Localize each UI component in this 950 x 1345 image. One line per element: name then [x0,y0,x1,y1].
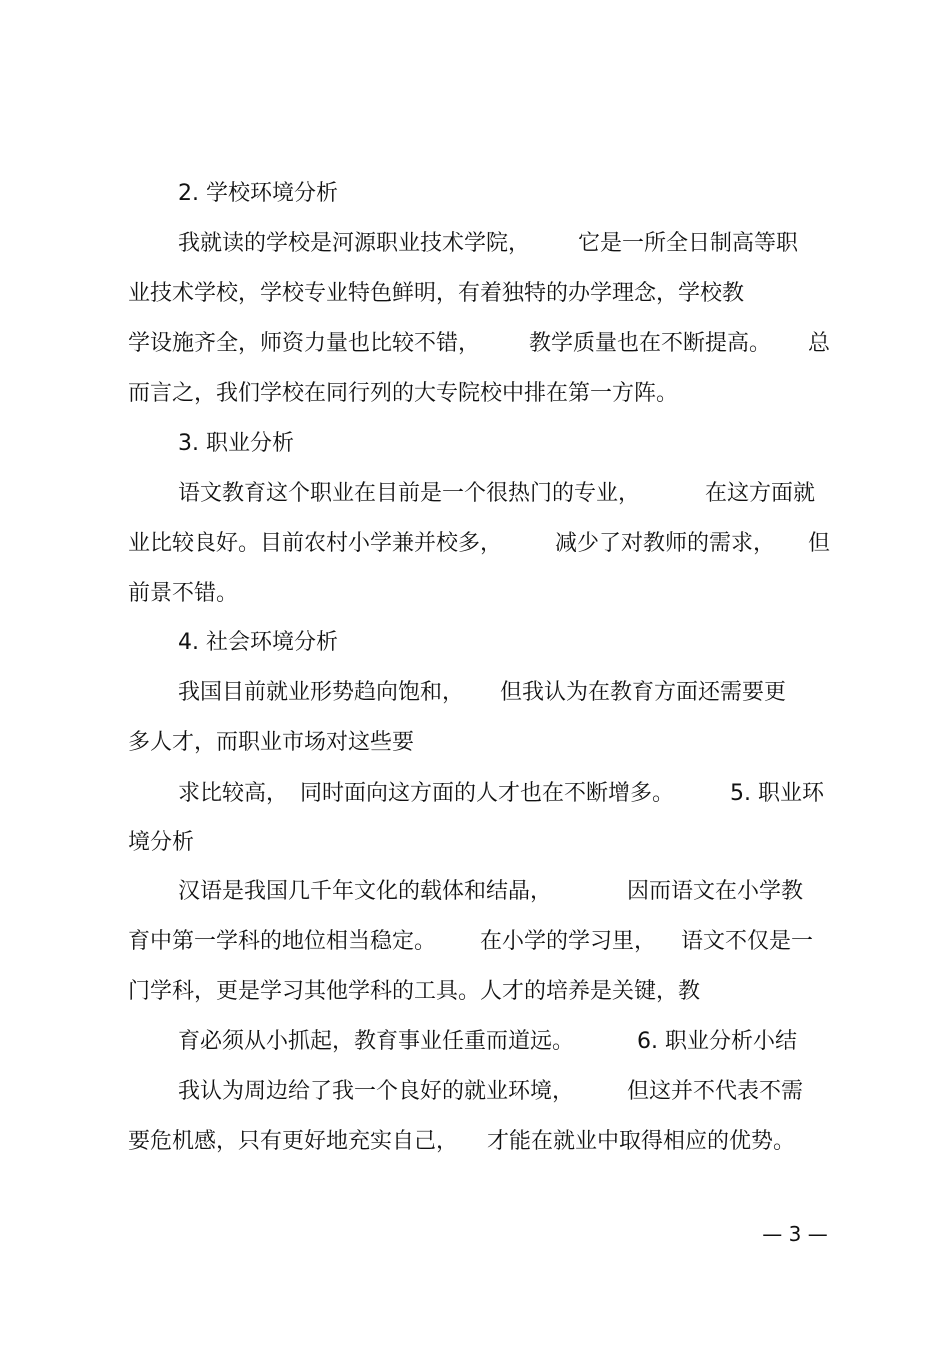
text-segment: 但我认为在教育方面还需要更 [500,680,787,705]
text-segment: 它是一所全日制高等职 [578,231,799,256]
paragraph-line [0,877,950,907]
paragraph-line [0,479,950,509]
text-segment: 业比较良好。目前农村小学兼并校多， [128,531,503,556]
text-segment: 但 [808,531,831,556]
text-segment: 汉语是我国几千年文化的载体和结晶， [178,879,553,904]
text-segment: 语文不仅是一 [681,929,814,954]
paragraph-line [0,279,950,309]
paragraph-line [0,379,950,409]
paragraph-line [0,779,950,809]
text-segment: 门学科，更是学习其他学科的工具。人才的培养是关键，教 [128,979,701,1004]
paragraph-line [0,229,950,259]
paragraph-line [0,927,950,957]
paragraph-line [0,529,950,559]
paragraph-line [0,1027,950,1057]
text-segment: 3. 职业分析 [178,431,294,456]
section-heading-career-analysis [0,429,950,459]
text-segment: 语文教育这个职业在目前是一个很热门的专业， [178,481,641,506]
text-segment: 才能在就业中取得相应的优势。 [487,1129,796,1154]
text-segment: 育必须从小抓起，教育事业任重而道远。 [178,1029,575,1054]
text-segment: 总 [808,331,831,356]
text-segment: 5. 职业环 [730,781,824,806]
text-segment: 我认为周边给了我一个良好的就业环境， [178,1079,575,1104]
paragraph-line [0,329,950,359]
text-segment: 6. 职业分析小结 [637,1029,797,1054]
text-segment: 要危机感，只有更好地充实自己， [128,1129,459,1154]
paragraph-line [0,828,950,858]
text-segment: 我就读的学校是河源职业技术学院， [178,231,531,256]
text-segment: 在小学的学习里， [480,929,657,954]
section-heading-social-environment [0,628,950,658]
text-segment: 而言之，我们学校在同行列的大专院校中排在第一方阵。 [128,381,679,406]
paragraph-line [0,579,950,609]
text-segment: 教学质量也在不断提高。 [529,331,772,356]
paragraph-line [0,1127,950,1157]
text-segment: 业技术学校，学校专业特色鲜明，有着独特的办学理念，学校教 [128,281,745,306]
paragraph-line [0,977,950,1007]
text-segment: 学设施齐全，师资力量也比较不错， [128,331,481,356]
text-segment: 在这方面就 [705,481,816,506]
text-segment: 减少了对教师的需求， [555,531,776,556]
text-segment: 同时面向这方面的人才也在不断增多。 [300,781,675,806]
text-segment: 境分析 [128,830,195,855]
page-number: — 3 — [762,1222,828,1246]
paragraph-line [0,1077,950,1107]
text-segment: 我国目前就业形势趋向饱和， [178,680,465,705]
text-segment: 多人才，而职业市场对这些要 [128,730,415,755]
section-heading-school-environment [0,179,950,209]
text-segment: 前景不错。 [128,581,239,606]
text-segment: 4. 社会环境分析 [178,630,338,655]
text-segment: 2. 学校环境分析 [178,181,338,206]
text-segment: 因而语文在小学教 [627,879,804,904]
paragraph-line [0,678,950,708]
paragraph-line [0,728,950,758]
text-segment: 但这并不代表不需 [627,1079,804,1104]
text-segment: 育中第一学科的地位相当稳定。 [128,929,437,954]
text-segment: 求比较高， [178,781,289,806]
